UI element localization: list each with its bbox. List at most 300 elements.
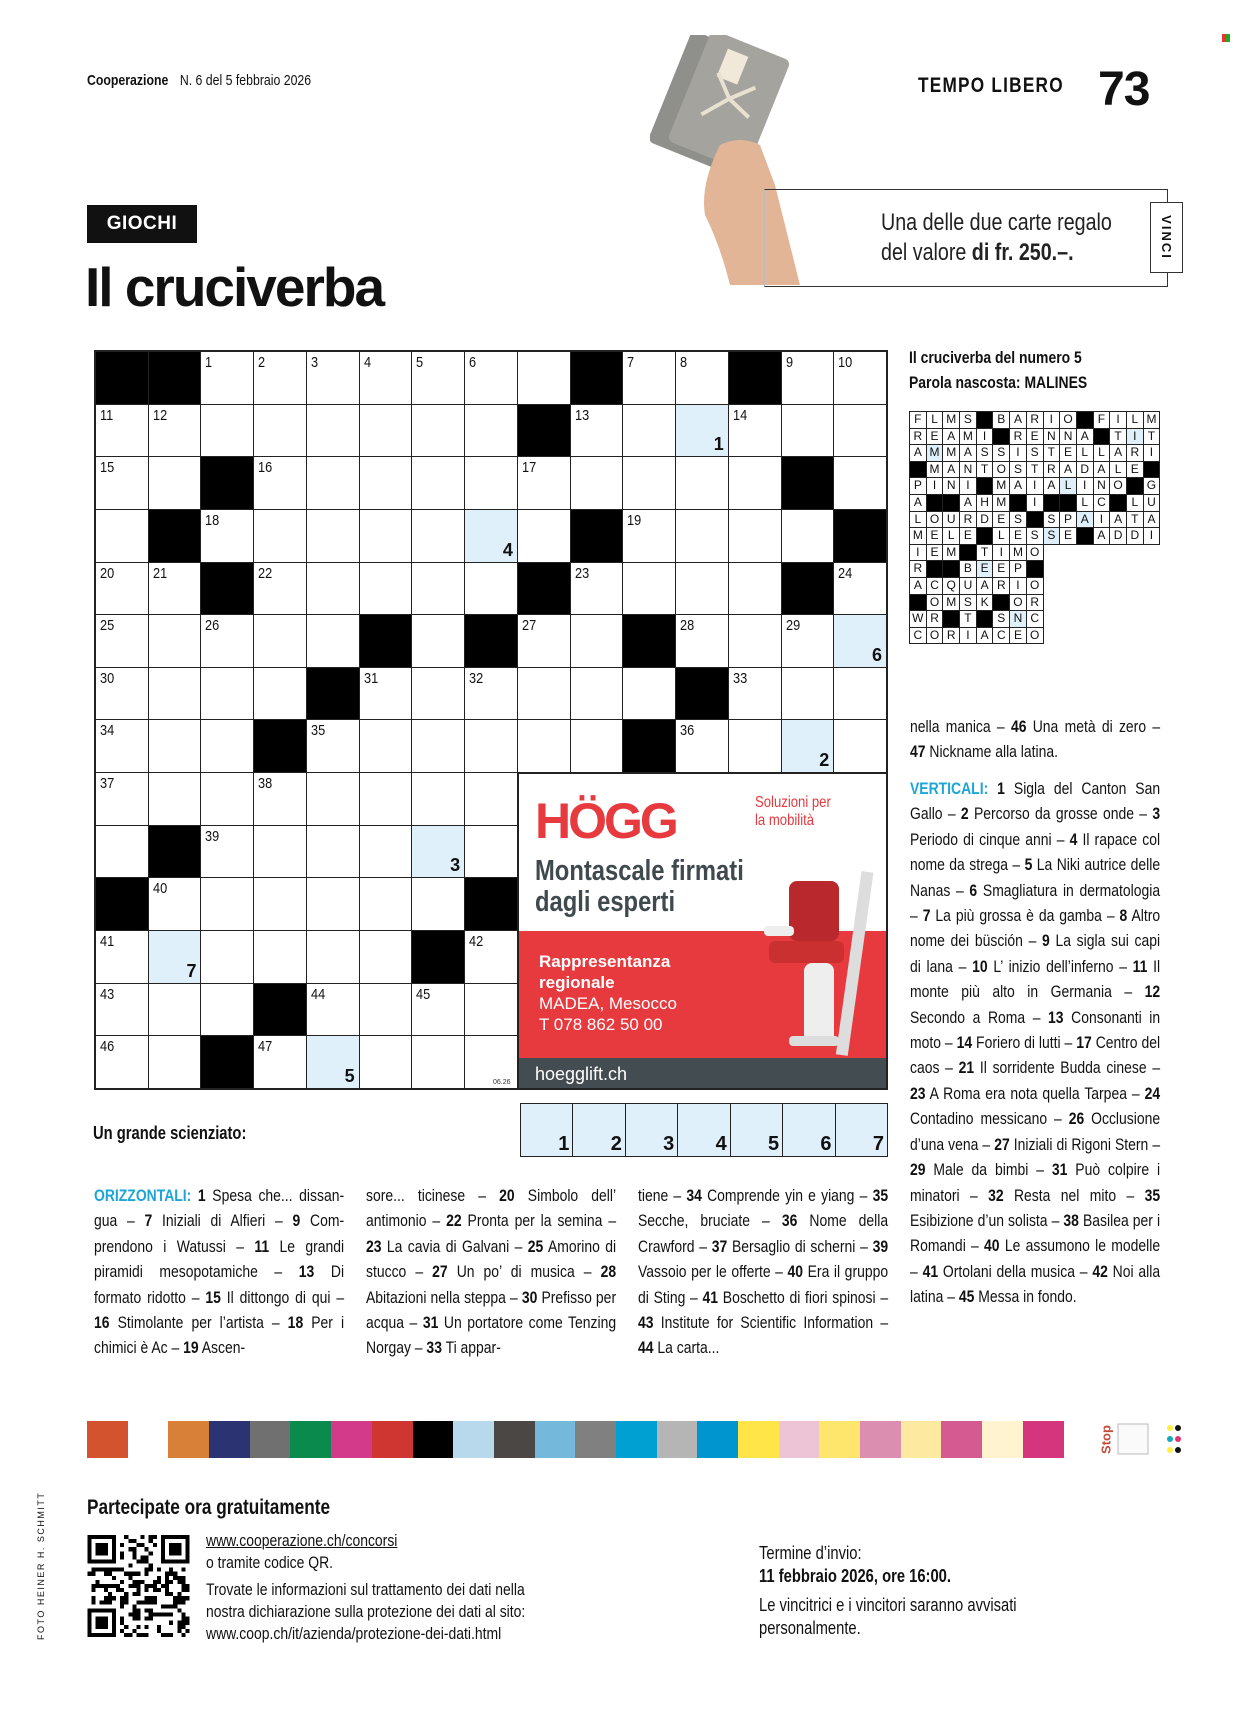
crossword-cell[interactable] (623, 405, 675, 457)
answer-slot[interactable] (677, 1104, 729, 1156)
crossword-cell[interactable] (254, 878, 306, 930)
crossword-cell[interactable] (518, 668, 570, 720)
crossword-cell[interactable] (360, 931, 412, 983)
crossword-cell[interactable] (676, 615, 728, 667)
clue-text: Nickname alla latina. (925, 742, 1059, 762)
crossword-cell[interactable] (201, 878, 253, 930)
clue-text: Iniziali di Alfieri – (152, 1211, 293, 1231)
solution-cell: E (1060, 445, 1077, 462)
crossword-cell[interactable] (254, 826, 306, 878)
clue-number: 22 (446, 1211, 462, 1231)
crossword-cell[interactable] (412, 510, 464, 562)
clue-number: 27 (994, 1134, 1010, 1154)
crossword-cell[interactable] (307, 405, 359, 457)
crossword-cell[interactable] (518, 615, 570, 667)
clue-number: 44 (638, 1338, 654, 1358)
crossword-cell[interactable] (729, 668, 781, 720)
empty (1144, 628, 1161, 645)
solution-cell: M (943, 445, 960, 462)
solution-cell: L (993, 528, 1010, 545)
crossword-cell[interactable] (571, 615, 623, 667)
crossword-cell[interactable] (571, 720, 623, 772)
empty (1110, 611, 1127, 628)
solution-cell: E (1127, 462, 1144, 479)
crossword-cell[interactable] (149, 405, 201, 457)
clues-column-3 (638, 1183, 888, 1361)
crossword-cell[interactable] (149, 457, 201, 509)
crossword-cell[interactable] (782, 615, 834, 667)
crossword-cell[interactable] (676, 510, 728, 562)
crossword-cell[interactable] (201, 405, 253, 457)
crossword-cell[interactable] (96, 931, 148, 983)
clues-column-4a (910, 714, 1160, 765)
crossword-cell[interactable] (254, 931, 306, 983)
solution-cell: R (1044, 462, 1061, 479)
crossword-cell[interactable] (201, 668, 253, 720)
privacy-link[interactable]: www.coop.ch/it/azienda/protezione-dei-dati.html (206, 1624, 502, 1643)
crossword-cell[interactable] (149, 615, 201, 667)
qr-code[interactable] (87, 1535, 190, 1637)
crossword-cell[interactable] (307, 931, 359, 983)
clue-number: 23 (910, 1083, 926, 1103)
black-cell (201, 563, 253, 615)
crossword-cell[interactable] (201, 931, 253, 983)
crossword-cell[interactable] (834, 405, 886, 457)
clue-text: Boschetto di fiori spinosi – (718, 1287, 889, 1307)
solution-cell: A (943, 429, 960, 446)
clue-number: 23 (366, 1236, 382, 1256)
clue-continuation: nella manica – (910, 717, 1011, 736)
clue-number: 36 (781, 1211, 798, 1231)
hoegg-advertisement[interactable] (517, 772, 888, 1090)
color-swatch (168, 1421, 209, 1458)
solution-black-cell (1110, 495, 1127, 512)
clue-number: 5 (1024, 855, 1033, 875)
crossword-cell[interactable] (149, 878, 201, 930)
solution-cell: M (960, 429, 977, 446)
solution-cell: I (1044, 412, 1061, 429)
crossword-cell[interactable] (360, 457, 412, 509)
crossword-cell[interactable] (360, 984, 412, 1036)
crossword-cell[interactable] (360, 405, 412, 457)
highlighted-cell[interactable] (676, 405, 728, 457)
empty (1144, 611, 1161, 628)
solution-cell: S (1044, 512, 1061, 529)
crossword-cell[interactable] (412, 878, 464, 930)
solution-title: Il cruciverba del numero 5 (909, 348, 1082, 367)
clue-number: 43 (638, 1313, 654, 1333)
clue-number: 37 (711, 1236, 728, 1256)
print-stop-mark (1096, 1419, 1192, 1461)
crossword-cell[interactable] (782, 510, 834, 562)
crossword-cell[interactable] (676, 352, 728, 404)
contest-link[interactable]: www.cooperazione.ch/concorsi (206, 1531, 398, 1550)
clue-number: 34 (100, 722, 115, 740)
empty (1044, 595, 1061, 612)
crossword-cell[interactable] (201, 510, 253, 562)
solution-cell: F (910, 412, 927, 429)
crossword-cell[interactable] (307, 615, 359, 667)
crossword-cell[interactable] (834, 563, 886, 615)
crossword-cell[interactable] (729, 720, 781, 772)
crossword-cell[interactable] (571, 457, 623, 509)
crossword-cell[interactable] (412, 615, 464, 667)
solution-cell: O (1027, 578, 1044, 595)
solution-cell: C (1027, 611, 1044, 628)
crossword-cell[interactable] (307, 720, 359, 772)
highlighted-cell[interactable] (465, 510, 517, 562)
crossword-cell[interactable] (201, 615, 253, 667)
color-swatch (575, 1421, 616, 1458)
clues-column-4b (910, 776, 1160, 1310)
solution-cell: R (910, 429, 927, 446)
black-cell (623, 615, 675, 667)
crossword-cell[interactable] (149, 563, 201, 615)
crossword-cell[interactable] (518, 720, 570, 772)
crossword-cell[interactable] (149, 773, 201, 825)
page-number: 73 (1098, 63, 1150, 116)
crossword-cell[interactable] (571, 563, 623, 615)
crossword-cell[interactable] (201, 826, 253, 878)
clue-text: Ti appar- (441, 1338, 501, 1358)
crossword-cell[interactable] (360, 773, 412, 825)
clue-number: 7 (144, 1211, 153, 1231)
black-cell (149, 352, 201, 404)
crossword-cell[interactable] (412, 563, 464, 615)
clue-number: 9 (1042, 931, 1050, 951)
highlighted-cell[interactable] (782, 720, 834, 772)
solution-cell: A (1077, 429, 1094, 446)
crossword-cell[interactable] (834, 352, 886, 404)
crossword-cell[interactable] (412, 984, 464, 1036)
answer-slot[interactable] (782, 1104, 834, 1156)
crossword-cell[interactable] (96, 773, 148, 825)
solution-cell: P (910, 478, 927, 495)
solution-cell: A (1077, 512, 1094, 529)
crossword-cell[interactable] (360, 878, 412, 930)
ad-url[interactable]: hoegglift.ch (519, 1058, 888, 1090)
solution-cell: M (927, 462, 944, 479)
crossword-cell[interactable] (201, 773, 253, 825)
crossword-cell[interactable] (465, 720, 517, 772)
solution-cell: R (943, 628, 960, 645)
crossword-cell[interactable] (201, 984, 253, 1036)
crossword-cell[interactable] (412, 1036, 464, 1088)
ad-tagline-2: la mobilità (755, 812, 815, 829)
clue-number: 15 (205, 1287, 221, 1307)
clue-number: 25 (527, 1236, 544, 1256)
empty (1044, 628, 1061, 645)
crossword-cell[interactable] (360, 563, 412, 615)
answer-slot-number: 3 (663, 1133, 675, 1155)
solution-cell: T (977, 462, 994, 479)
solution-cell: R (927, 611, 944, 628)
clues-heading: ORIZZONTALI: (94, 1186, 192, 1205)
crossword-cell[interactable] (676, 720, 728, 772)
crossword-cell[interactable] (412, 668, 464, 720)
crossword-cell[interactable] (96, 615, 148, 667)
crossword-cell[interactable] (465, 668, 517, 720)
clue-number: 37 (100, 775, 115, 793)
solution-cell: I (1144, 445, 1161, 462)
color-swatch (128, 1421, 169, 1458)
solution-cell: N (960, 462, 977, 479)
privacy-line-1: Trovate le informazioni sul trattamento dei dati nella (206, 1580, 525, 1599)
answer-boxes[interactable] (520, 1103, 888, 1157)
crossword-cell[interactable] (623, 510, 675, 562)
crossword-cell[interactable] (307, 352, 359, 404)
crossword-cell[interactable] (834, 668, 886, 720)
highlighted-cell[interactable] (412, 826, 464, 878)
answer-slot[interactable] (572, 1104, 624, 1156)
crossword-cell[interactable] (412, 457, 464, 509)
crossword-cell[interactable] (729, 405, 781, 457)
answer-slot[interactable] (835, 1104, 887, 1156)
solution-black-cell (943, 561, 960, 578)
footer-heading: Partecipate ora gratuitamente (87, 1496, 331, 1519)
black-cell (623, 720, 675, 772)
crossword-cell[interactable] (623, 563, 675, 615)
black-cell (571, 510, 623, 562)
clue-text: Basilea per i Romandi – (910, 1210, 1161, 1256)
empty (1077, 561, 1094, 578)
color-swatch (901, 1421, 942, 1458)
highlighted-cell[interactable] (307, 1036, 359, 1088)
hidden-letter-index: 7 (186, 960, 197, 981)
crossword-cell[interactable] (465, 931, 517, 983)
solution-cell: S (1044, 528, 1061, 545)
clue-number: 31 (1051, 1160, 1068, 1180)
clue-text: Comprendono i Watussi – (94, 1211, 345, 1256)
clue-text: Un portatore come Tenzing Norgay – (366, 1313, 617, 1358)
black-cell (307, 668, 359, 720)
crossword-cell[interactable] (307, 878, 359, 930)
crossword-cell[interactable] (623, 457, 675, 509)
clue-number: 3 (1152, 804, 1161, 824)
crossword-cell[interactable] (623, 668, 675, 720)
crossword-cell[interactable] (623, 352, 675, 404)
grid-code: 06.26 (493, 1079, 511, 1086)
clue-text: Iniziali di Rigoni Stern – (1009, 1134, 1161, 1154)
crossword-cell[interactable] (571, 668, 623, 720)
solution-cell: A (943, 462, 960, 479)
solution-cell: A (910, 495, 927, 512)
crossword-cell[interactable] (676, 563, 728, 615)
crossword-cell[interactable] (96, 1036, 148, 1088)
crossword-cell[interactable] (307, 457, 359, 509)
crossword-cell[interactable] (201, 352, 253, 404)
crossword-cell[interactable] (518, 510, 570, 562)
clue-text: Messa in fondo. (974, 1287, 1077, 1307)
solution-cell: L (1127, 412, 1144, 429)
crossword-cell[interactable] (96, 405, 148, 457)
prize-line-2-text: del valore (881, 239, 972, 266)
highlighted-cell[interactable] (149, 931, 201, 983)
solution-black-cell (977, 412, 994, 429)
crossword-cell[interactable] (412, 773, 464, 825)
ad-dealer: MADEA, Mesocco (539, 994, 677, 1013)
empty (1077, 611, 1094, 628)
ad-headline-1: Montascale firmati (535, 855, 744, 887)
crossword-cell[interactable] (149, 984, 201, 1036)
solution-cell: L (1127, 495, 1144, 512)
solution-cell: D (1077, 462, 1094, 479)
crossword-cell[interactable] (307, 510, 359, 562)
crossword-cell[interactable] (254, 1036, 306, 1088)
crossword-cell[interactable] (307, 826, 359, 878)
crossword-cell[interactable] (96, 720, 148, 772)
color-swatch (250, 1421, 291, 1458)
crossword-cell[interactable] (96, 457, 148, 509)
solution-cell: S (960, 412, 977, 429)
solution-cell: U (943, 512, 960, 529)
solution-cell: E (977, 561, 994, 578)
crossword-cell[interactable] (149, 720, 201, 772)
crossword-cell[interactable] (465, 773, 517, 825)
solution-cell: O (1060, 412, 1077, 429)
crossword-cell[interactable] (307, 773, 359, 825)
solution-cell: I (1010, 445, 1027, 462)
crossword-cell[interactable] (729, 510, 781, 562)
crossword-cell[interactable] (729, 615, 781, 667)
crossword-cell[interactable] (254, 510, 306, 562)
crossword-cell[interactable] (465, 352, 517, 404)
solution-cell: A (960, 445, 977, 462)
color-swatch (697, 1421, 738, 1458)
hidden-letter-index: 2 (819, 750, 830, 771)
clue-number: 15 (100, 459, 115, 477)
answer-slot[interactable] (730, 1104, 782, 1156)
crossword-cell[interactable] (96, 826, 148, 878)
crossword-cell[interactable] (201, 720, 253, 772)
answer-slot[interactable] (625, 1104, 677, 1156)
solution-cell: R (1027, 412, 1044, 429)
crossword-cell[interactable] (307, 563, 359, 615)
crossword-cell[interactable] (782, 405, 834, 457)
clue-number: 42 (469, 933, 484, 951)
crossword-cell[interactable] (360, 510, 412, 562)
highlighted-cell[interactable] (834, 615, 886, 667)
solution-black-cell (993, 429, 1010, 446)
crossword-cell[interactable] (254, 405, 306, 457)
clue-number: 24 (1144, 1083, 1161, 1103)
crossword-cell[interactable] (254, 773, 306, 825)
answer-slot-number: 2 (610, 1133, 622, 1155)
black-cell (254, 984, 306, 1036)
clue-text: Il sorridente Budda cinese – (974, 1058, 1161, 1078)
solution-cell: A (1010, 478, 1027, 495)
crossword-cell[interactable] (465, 563, 517, 615)
crossword-cell[interactable] (254, 563, 306, 615)
crossword-cell[interactable] (149, 1036, 201, 1088)
clue-number: 22 (258, 564, 273, 582)
crossword-cell[interactable] (96, 563, 148, 615)
crossword-cell[interactable] (465, 457, 517, 509)
crossword-cell[interactable] (518, 457, 570, 509)
crossword-cell[interactable] (360, 352, 412, 404)
previous-solution-title (909, 345, 1087, 395)
solution-cell: E (927, 545, 944, 562)
empty (1127, 561, 1144, 578)
crossword-cell[interactable] (412, 352, 464, 404)
crossword-cell[interactable] (254, 352, 306, 404)
crossword-cell[interactable] (149, 668, 201, 720)
clue-number: 4 (1069, 829, 1078, 849)
crossword-cell[interactable] (571, 405, 623, 457)
crossword-cell[interactable] (782, 668, 834, 720)
clue-number: 47 (910, 742, 926, 762)
black-cell (149, 510, 201, 562)
crossword-cell[interactable] (412, 405, 464, 457)
black-cell (96, 878, 148, 930)
ad-headline (535, 856, 744, 918)
crossword-cell[interactable] (834, 457, 886, 509)
crossword-cell[interactable] (96, 510, 148, 562)
clue-number: 20 (499, 1186, 515, 1205)
crossword-cell[interactable] (412, 720, 464, 772)
solution-cell: S (1027, 528, 1044, 545)
solution-black-cell (1077, 412, 1094, 429)
category-badge: GIOCHI (87, 205, 197, 243)
crossword-cell[interactable] (254, 615, 306, 667)
crossword-cell[interactable] (360, 826, 412, 878)
ad-phone: T 078 862 50 00 (539, 1015, 663, 1034)
crossword-cell[interactable] (96, 984, 148, 1036)
crossword-cell[interactable] (518, 352, 570, 404)
crossword-cell[interactable] (360, 668, 412, 720)
solution-cell: U (960, 578, 977, 595)
section-title: TEMPO LIBERO (918, 74, 1064, 97)
clue-number: 8 (1119, 906, 1128, 926)
clue-text: La sigla sui capi di lana – (910, 931, 1161, 976)
empty (1094, 628, 1111, 645)
clue-number: 13 (298, 1262, 315, 1282)
crossword-cell[interactable] (360, 720, 412, 772)
hidden-letter-index: 3 (450, 855, 461, 876)
clue-number: 41 (922, 1261, 939, 1281)
solution-cell: S (960, 595, 977, 612)
crossword-cell[interactable] (465, 405, 517, 457)
crossword-cell[interactable] (782, 352, 834, 404)
crossword-cell[interactable] (676, 457, 728, 509)
crossword-cell[interactable] (465, 826, 517, 878)
registration-mark (1222, 34, 1230, 42)
clue-number: 36 (680, 722, 695, 740)
empty (1094, 611, 1111, 628)
color-swatch (535, 1421, 576, 1458)
color-swatch (982, 1421, 1023, 1458)
clue-text: L’ inizio dell’inferno – (987, 956, 1133, 976)
clue-text: Noi alla latina – (910, 1261, 1161, 1307)
vinci-tab (1150, 202, 1183, 273)
answer-slot[interactable] (521, 1104, 572, 1156)
clue-number: 26 (1068, 1109, 1085, 1129)
crossword-cell[interactable] (307, 984, 359, 1036)
crossword-cell[interactable] (729, 563, 781, 615)
solution-cell: I (960, 478, 977, 495)
crossword-cell[interactable] (465, 984, 517, 1036)
clue-number: 17 (521, 459, 537, 477)
crossword-cell[interactable] (254, 457, 306, 509)
crossword-cell[interactable] (729, 457, 781, 509)
crossword-cell[interactable] (96, 668, 148, 720)
crossword-cell[interactable] (360, 1036, 412, 1088)
clue-text: Il monte più alto in Germania – (910, 956, 1161, 1002)
clue-text: Centro del caos – (910, 1033, 1161, 1078)
black-cell (254, 720, 306, 772)
crossword-cell[interactable] (834, 720, 886, 772)
crossword-cell[interactable] (254, 668, 306, 720)
